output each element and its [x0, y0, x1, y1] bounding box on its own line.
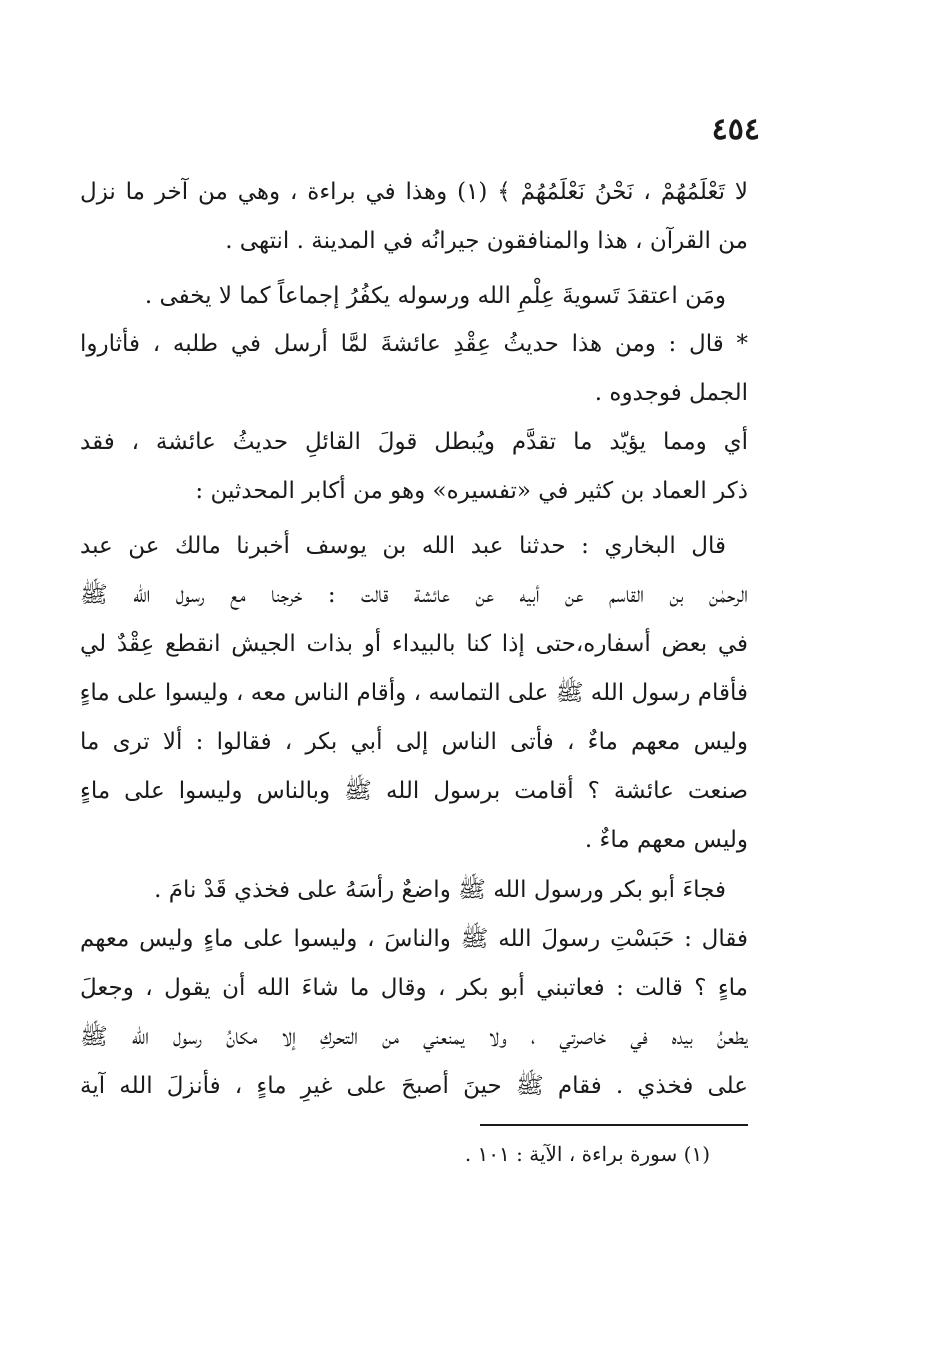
text-line: فجاءَ أبو بكر ورسول الله ﷺ واضعٌ رأسَهُ على فخذي قَدْ نامَ .	[154, 877, 726, 903]
text-line: ومَن اعتقدَ تَسويةَ عِلْمِ الله ورسوله يكفُرُ إجماعاً كما لا يخفى .	[144, 283, 726, 309]
text-line: في بعض أسفاره،حتى إذا كنا بالبيداء أو بذات الجيش انقطع عِقْدٌ لي	[80, 631, 748, 657]
page-number: ٤٥٤	[711, 112, 760, 147]
paragraph-4	[80, 418, 748, 516]
text-line: فقال : حَبَسْتِ رسولَ الله ﷺ والناسَ ، وليسوا على ماءٍ وليس معهم	[80, 926, 748, 952]
text-line: * قال : ومن هذا حديثُ عِقْدِ عائشةَ لمَّا أرسل في طلبه ، فأثاروا	[80, 331, 748, 357]
text-line: الجمل فوجدوه .	[594, 380, 748, 406]
text-line: قال البخاري : حدثنا عبد الله بن يوسف أخبرنا مالك عن عبد	[80, 533, 726, 559]
text-line: الرحمٰن بن القاسم عن أبيه عن عائشة قالت : خرجنا مع رسول الله ﷺ	[80, 582, 748, 608]
text-line: وليس معهم ماءٌ .	[584, 827, 748, 853]
text-line: يطعنُ بيده في خاصرتي ، ولا يمنعني من التحركِ إلا مكانُ رسول الله ﷺ	[80, 1024, 748, 1050]
paragraph-6	[80, 866, 748, 1111]
text-line: وليس معهم ماءٌ ، فأتى الناس إلى أبي بكر ، فقالوا : ألا ترى ما	[80, 729, 748, 755]
text-line: فأقام رسول الله ﷺ على التماسه ، وأقام الناس معه ، وليسوا على ماءٍ	[80, 680, 748, 706]
text-line: ذكر العماد بن كثير في «تفسيره» وهو من أكابر المحدثين :	[195, 478, 748, 504]
footnote: (١) سورة براءة ، الآية : ١٠١ .	[464, 1142, 710, 1166]
text-line: لا تَعْلَمُهُمْ ، نَحْنُ نَعْلَمُهُمْ ﴾ (١) وهذا في براءة ، وهي من آخر ما نزل	[80, 179, 748, 205]
text-line: أي ومما يؤيّد ما تقدَّم ويُبطل قولَ القائلِ حديثُ عائشة ، فقد	[80, 429, 748, 455]
paragraph-5	[80, 522, 748, 865]
text-line: صنعت عائشة ؟ أقامت برسول الله ﷺ وبالناس وليسوا على ماءٍ	[80, 778, 748, 804]
text-line: ماءٍ ؟ قالت : فعاتبني أبو بكر ، وقال ما شاءَ الله أن يقول ، وجعلَ	[80, 975, 748, 1001]
text-line: على فخذي . فقام ﷺ حينَ أصبحَ على غيرِ ماءٍ ، فأنزلَ الله آية	[80, 1073, 748, 1099]
footnote-divider	[480, 1124, 748, 1126]
paragraph-3	[80, 320, 748, 418]
paragraph-1	[80, 168, 748, 266]
paragraph-2	[80, 272, 748, 321]
text-line: من القرآن ، هذا والمنافقون جيرانُه في المدينة . انتهى .	[225, 228, 748, 254]
